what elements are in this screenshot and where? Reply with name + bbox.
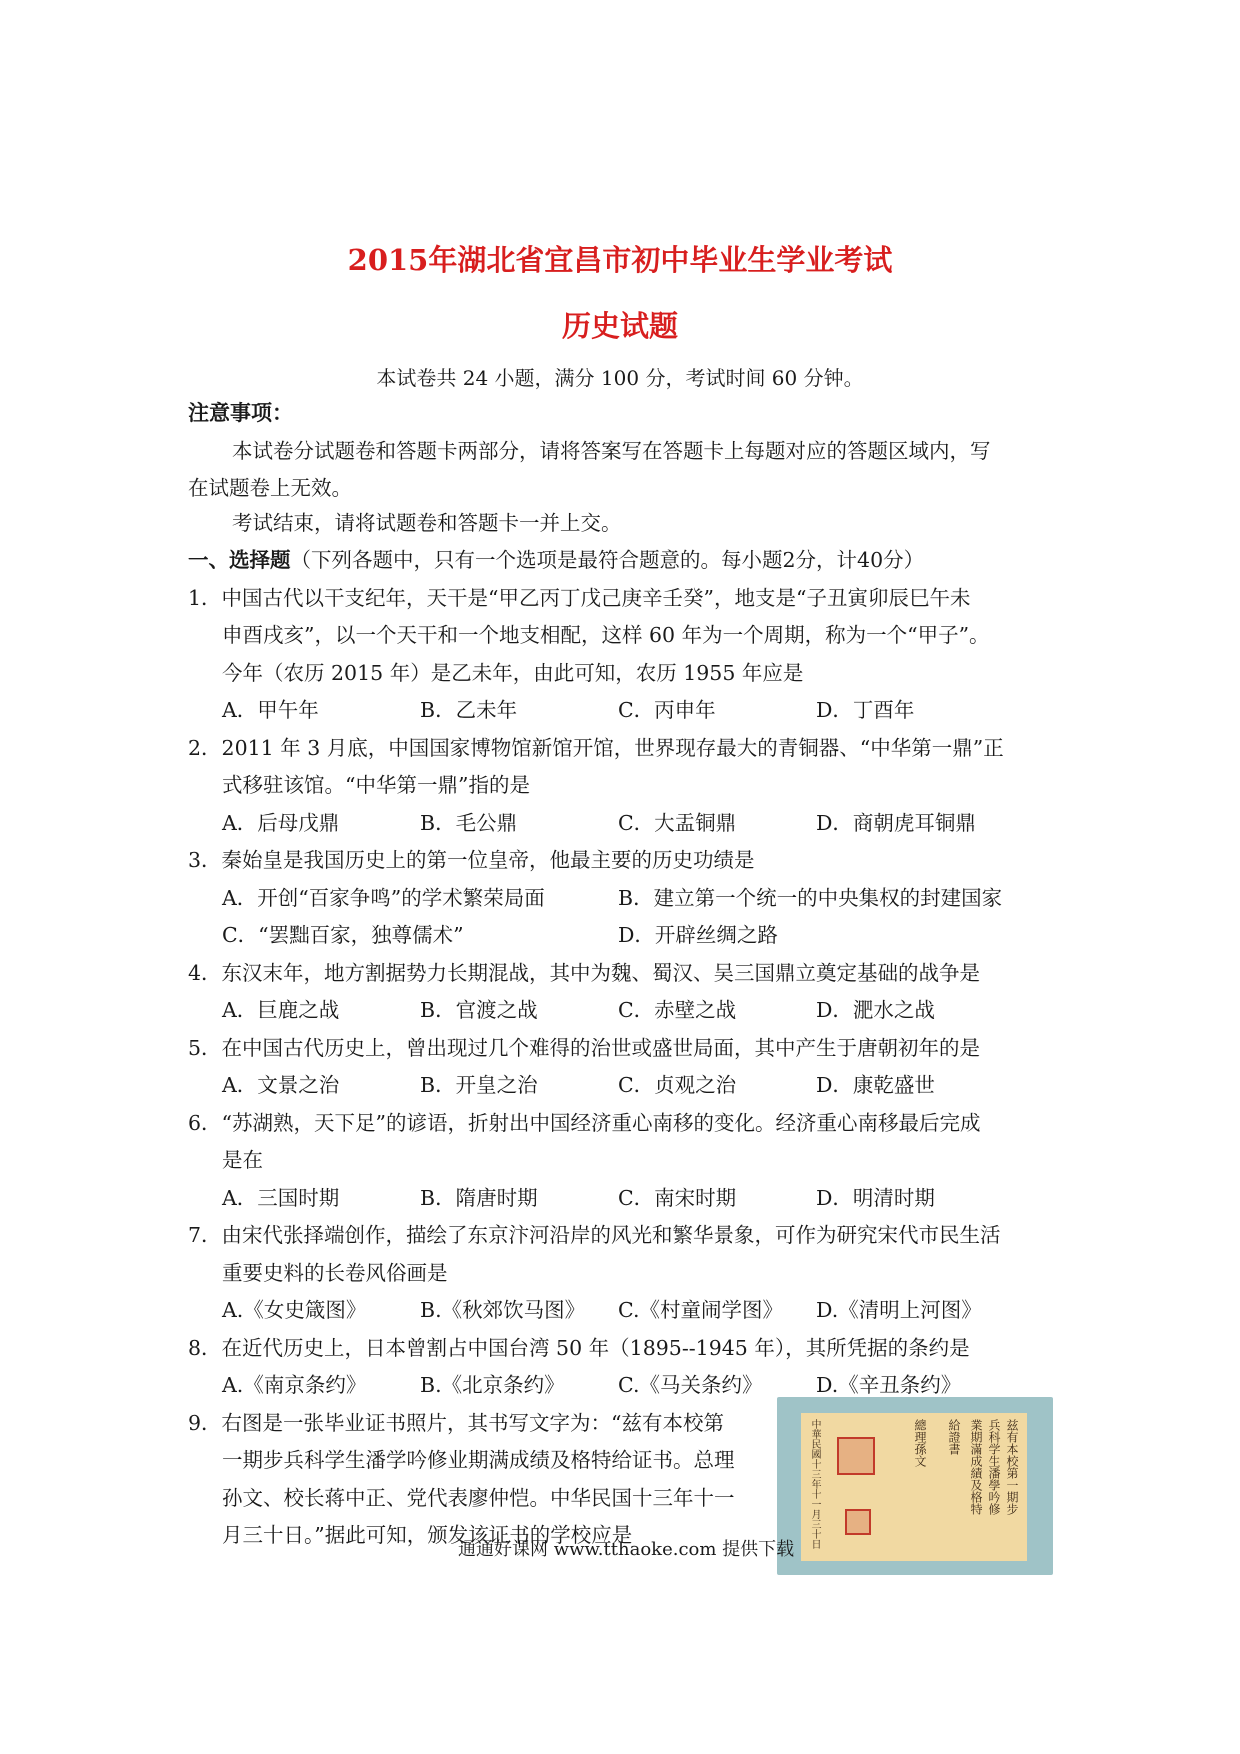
question-6-option-c: C．南宋时期: [618, 1186, 737, 1210]
certificate-paper: [801, 1413, 1027, 1561]
question-5-option-c: C．贞观之治: [618, 1073, 737, 1097]
question-6-option-d: D．明清时期: [816, 1186, 935, 1210]
question-2-line-2: 式移驻该馆。“中华第一鼎”指的是: [222, 773, 530, 797]
question-8-option-c: C.《马关条约》: [618, 1373, 763, 1397]
footer-text: 通通好课网 www.tthaoke.com 提供下载: [458, 1539, 795, 1560]
question-4-option-d: D．淝水之战: [816, 998, 935, 1022]
notes-line-1a: 本试卷分试题卷和答题卡两部分，请将答案写在答题卡上每题对应的答题区域内，写: [232, 439, 991, 463]
section-heading: [188, 543, 924, 573]
question-8-option-a: A.《南京条约》: [222, 1373, 367, 1397]
notes-line-2: 考试结束，请将试题卷和答题卡一并上交。: [232, 511, 622, 535]
certificate-text-col-4: 給證書: [947, 1419, 961, 1455]
question-7-option-a: A.《女史箴图》: [222, 1298, 367, 1322]
question-1-line-1: 1．中国古代以干支纪年，天干是“甲乙丙丁戊己庚辛壬癸”，地支是“子丑寅卯辰巳午未: [188, 586, 971, 610]
notes-heading: 注意事项：: [188, 400, 293, 425]
question-7-line-2: 重要史料的长卷风俗画是: [222, 1261, 448, 1285]
question-1-option-d: D．丁酉年: [816, 698, 915, 722]
question-4-option-c: C．赤壁之战: [618, 998, 737, 1022]
question-5-option-b: B．开皇之治: [420, 1073, 538, 1097]
question-4-line-1: 4．东汉末年，地方割据势力长期混战，其中为魏、蜀汉、吴三国鼎立奠定基础的战争是: [188, 961, 981, 985]
question-2-option-c: C．大盂铜鼎: [618, 811, 737, 835]
question-6-line-2: 是在: [222, 1148, 263, 1172]
question-9-line-2: 一期步兵科学生潘学吟修业期满成绩及格特给证书。总理: [222, 1448, 735, 1472]
question-1-line-2: 申酉戌亥”，以一个天干和一个地支相配，这样 60 年为一个周期，称为一个“甲子”。: [222, 623, 990, 647]
certificate-text-col-6: 中華民國十三年十一月三十日: [809, 1419, 820, 1549]
question-5-line-1: 5．在中国古代历史上，曾出现过几个难得的治世或盛世局面，其中产生于唐朝初年的是: [188, 1036, 981, 1060]
question-5-option-d: D．康乾盛世: [816, 1073, 935, 1097]
question-4-option-b: B．官渡之战: [420, 998, 538, 1022]
certificate-text-col-5: 總理孫文: [913, 1419, 927, 1467]
exam-title: 2015年湖北省宜昌市初中毕业生学业考试: [347, 243, 893, 277]
question-7-option-b: B.《秋郊饮马图》: [420, 1298, 586, 1322]
question-8-option-b: B.《北京条约》: [420, 1373, 565, 1397]
question-6-option-b: B．隋唐时期: [420, 1186, 538, 1210]
certificate-text-col-3: 業期滿成績及格特: [969, 1419, 983, 1515]
question-8-line-1: 8．在近代历史上，日本曾割占中国台湾 50 年（1895--1945 年），其所凭据的条约是: [188, 1336, 970, 1360]
exam-info: 本试卷共 24 小题，满分 100 分，考试时间 60 分钟。: [376, 366, 864, 390]
question-3-line-1: 3．秦始皇是我国历史上的第一位皇帝，他最主要的历史功绩是: [188, 848, 755, 872]
question-7-option-d: D.《清明上河图》: [816, 1298, 982, 1322]
question-4-option-a: A．巨鹿之战: [222, 998, 340, 1022]
section-desc: （下列各题中，只有一个选项是最符合题意的。每小题2分，计40分）: [290, 548, 925, 572]
exam-subtitle: 历史试题: [561, 309, 678, 343]
question-1-line-3: 今年（农历 2015 年）是乙未年，由此可知，农历 1955 年应是: [222, 661, 804, 685]
question-6-line-1: 6．“苏湖熟，天下足”的谚语，折射出中国经济重心南移的变化。经济重心南移最后完成: [188, 1111, 981, 1135]
question-3-option-a: A．开创“百家争鸣”的学术繁荣局面: [222, 886, 545, 910]
question-7-line-1: 7．由宋代张择端创作，描绘了东京汴河沿岸的风光和繁华景象，可作为研究宋代市民生活: [188, 1223, 1001, 1247]
question-2-line-1: 2．2011 年 3 月底，中国国家博物馆新馆开馆，世界现存最大的青铜器、“中华第一鼎”正: [188, 736, 1004, 760]
certificate-text-col-2: 兵科学生潘學吟修: [987, 1419, 1001, 1515]
question-2-option-a: A．后母戊鼎: [222, 811, 340, 835]
certificate-seal-stamp: [837, 1437, 875, 1475]
question-9-line-4: 月三十日。”据此可知，颁发该证书的学校应是: [222, 1523, 633, 1547]
question-2-option-d: D．商朝虎耳铜鼎: [816, 811, 976, 835]
question-1-option-b: B．乙未年: [420, 698, 518, 722]
question-3-option-d: D．开辟丝绸之路: [618, 923, 778, 947]
question-5-option-a: A．文景之治: [222, 1073, 340, 1097]
certificate-small-stamp: [845, 1509, 871, 1535]
certificate-photo: [777, 1397, 1053, 1575]
question-3-option-b: B．建立第一个统一的中央集权的封建国家: [618, 886, 1003, 910]
question-9-line-1: 9．右图是一张毕业证书照片，其书写文字为：“兹有本校第: [188, 1411, 725, 1435]
section-label: 一、选择题: [188, 548, 291, 572]
question-1-option-a: A．甲午年: [222, 698, 319, 722]
certificate-text-col-1: 兹有本校第一期步: [1005, 1419, 1019, 1515]
question-8-option-d: D.《辛丑条约》: [816, 1373, 962, 1397]
question-9-line-3: 孙文、校长蒋中正、党代表廖仲恺。中华民国十三年十一: [222, 1486, 735, 1510]
notes-line-1b: 在试题卷上无效。: [188, 476, 352, 500]
question-7-option-c: C.《村童闹学图》: [618, 1298, 783, 1322]
question-3-option-c: C．“罢黜百家，独尊儒术”: [222, 923, 464, 947]
question-6-option-a: A．三国时期: [222, 1186, 340, 1210]
question-1-option-c: C．丙申年: [618, 698, 716, 722]
question-2-option-b: B．毛公鼎: [420, 811, 518, 835]
